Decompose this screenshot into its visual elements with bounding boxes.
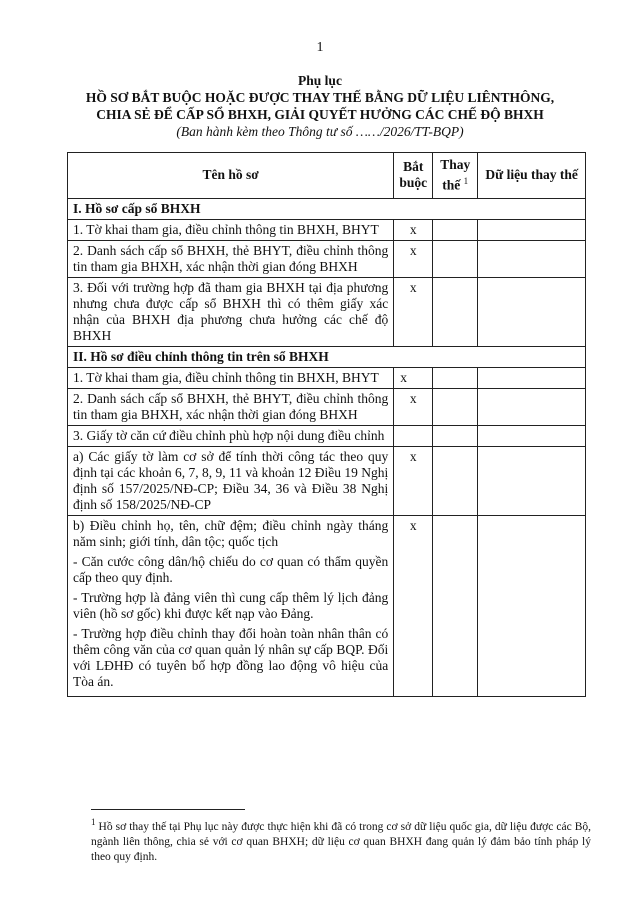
required-mark: x xyxy=(394,515,433,696)
footnote-ref: 1 xyxy=(463,176,469,186)
required-mark xyxy=(394,425,433,446)
table-row xyxy=(68,446,586,515)
header-required: Bắt buộc xyxy=(394,153,433,199)
table-header-row xyxy=(68,153,586,199)
dossier-paragraph: - Trường hợp là đảng viên thì cung cấp thêm lý lịch đảng viên (hồ sơ gốc) khi được kết nạp vào Đảng. xyxy=(73,589,389,621)
appendix-label: Phụ lục xyxy=(298,73,342,88)
footnote-marker: 1 xyxy=(91,817,96,827)
dossier-item: a) Các giấy tờ làm cơ sở để tính thời công tác theo quy định tại các khoản 6, 7, 8, 9, 11 và khoản 12 Điều 19 Nghị định số 157/2025/NĐ-CP; Điều 34, 36 và Điều 38 Nghị định số 158/2025/NĐ-CP xyxy=(68,446,394,515)
table-row xyxy=(68,425,586,446)
required-mark: x xyxy=(394,446,433,515)
required-mark: x xyxy=(394,388,433,425)
dossier-paragraph: - Căn cước công dân/hộ chiếu do cơ quan có thẩm quyền cấp theo quy định. xyxy=(73,553,389,585)
replacement-data-cell xyxy=(478,367,586,388)
required-mark: x xyxy=(394,219,433,240)
replacement-data-cell xyxy=(478,425,586,446)
table-row xyxy=(68,388,586,425)
dossier-item: 3. Giấy tờ căn cứ điều chỉnh phù hợp nội dung điều chỉnh xyxy=(68,425,394,446)
required-mark: x xyxy=(394,240,433,277)
dossier-item: 2. Danh sách cấp sổ BHXH, thẻ BHYT, điều chỉnh thông tin tham gia BHXH, xác nhận thời gian đóng BHXH xyxy=(68,240,394,277)
dossier-paragraph: b) Điều chỉnh họ, tên, chữ đệm; điều chỉnh ngày tháng năm sinh; giới tính, dân tộc; quốc tịch xyxy=(73,517,389,549)
replaced-cell xyxy=(433,277,478,346)
replacement-data-cell xyxy=(478,240,586,277)
replacement-data-cell xyxy=(478,446,586,515)
table-row xyxy=(68,240,586,277)
document-heading xyxy=(60,72,580,140)
table-row xyxy=(68,367,586,388)
section-row xyxy=(68,346,586,367)
table-row xyxy=(68,277,586,346)
appendix-title-line-2: CHIA SẺ ĐỂ CẤP SỔ BHXH, GIẢI QUYẾT HƯỞNG CÁC CHẾ ĐỘ BHXH xyxy=(96,107,544,122)
replaced-cell xyxy=(433,446,478,515)
replacement-data-cell xyxy=(478,388,586,425)
dossier-item: 2. Danh sách cấp sổ BHXH, thẻ BHYT, điều chỉnh thông tin tham gia BHXH, xác nhận thời gian đóng BHXH xyxy=(68,388,394,425)
replaced-cell xyxy=(433,219,478,240)
replacement-data-cell xyxy=(478,219,586,240)
required-mark: x xyxy=(394,367,433,388)
dossier-item: 3. Đối với trường hợp đã tham gia BHXH tại địa phương nhưng chưa được cấp sổ BHXH thì có thêm giấy xác nhận của BHXH địa phương chưa hưởng các chế độ BHXH xyxy=(68,277,394,346)
replaced-cell xyxy=(433,425,478,446)
replaced-cell xyxy=(433,515,478,696)
replacement-data-cell xyxy=(478,515,586,696)
header-replacement-data: Dữ liệu thay thế xyxy=(478,153,586,199)
header-dossier-name: Tên hồ sơ xyxy=(68,153,394,199)
dossier-table xyxy=(67,152,586,697)
appendix-title-line-1: HỒ SƠ BẮT BUỘC HOẶC ĐƯỢC THAY THẾ BẰNG DỮ LIỆU LIÊNTHÔNG, xyxy=(85,90,555,105)
footnote-text: Hồ sơ thay thế tại Phụ lục này được thực hiện khi đã có trong cơ sở dữ liệu quốc gia, dữ liệu được các Bộ, ngành liên thông, chia sẻ với cơ quan BHXH; dữ liệu cơ quan BHXH đang quản lý đảm bảo tính pháp lý theo quy định. xyxy=(91,820,591,863)
footnote-divider xyxy=(91,809,245,810)
dossier-item: 1. Tờ khai tham gia, điều chỉnh thông tin BHXH, BHYT xyxy=(68,219,394,240)
replaced-cell xyxy=(433,240,478,277)
replaced-cell xyxy=(433,388,478,425)
header-replaced-label: Thay thế xyxy=(440,157,471,193)
replacement-data-cell xyxy=(478,277,586,346)
required-mark: x xyxy=(394,277,433,346)
footnote xyxy=(91,815,591,865)
page-number: 1 xyxy=(316,40,324,55)
table-row xyxy=(68,219,586,240)
section-title-2: II. Hồ sơ điều chỉnh thông tin trên sổ BHXH xyxy=(68,346,586,367)
header-replaced xyxy=(433,153,478,199)
issuance-note: (Ban hành kèm theo Thông tư số ……/2026/TT-BQP) xyxy=(176,124,464,139)
table-row xyxy=(68,515,586,696)
dossier-paragraph: - Trường hợp điều chỉnh thay đổi hoàn toàn nhân thân có thêm công văn của cơ quan quản lý nhân sự cấp BQP. Đối với LĐHĐ có tuyên bố hợp đồng lao động vô hiệu của Tòa án. xyxy=(73,625,389,689)
section-row xyxy=(68,198,586,219)
section-title-1: I. Hồ sơ cấp sổ BHXH xyxy=(68,198,586,219)
replaced-cell xyxy=(433,367,478,388)
dossier-item: 1. Tờ khai tham gia, điều chỉnh thông tin BHXH, BHYT xyxy=(68,367,394,388)
dossier-item-b xyxy=(68,515,394,696)
